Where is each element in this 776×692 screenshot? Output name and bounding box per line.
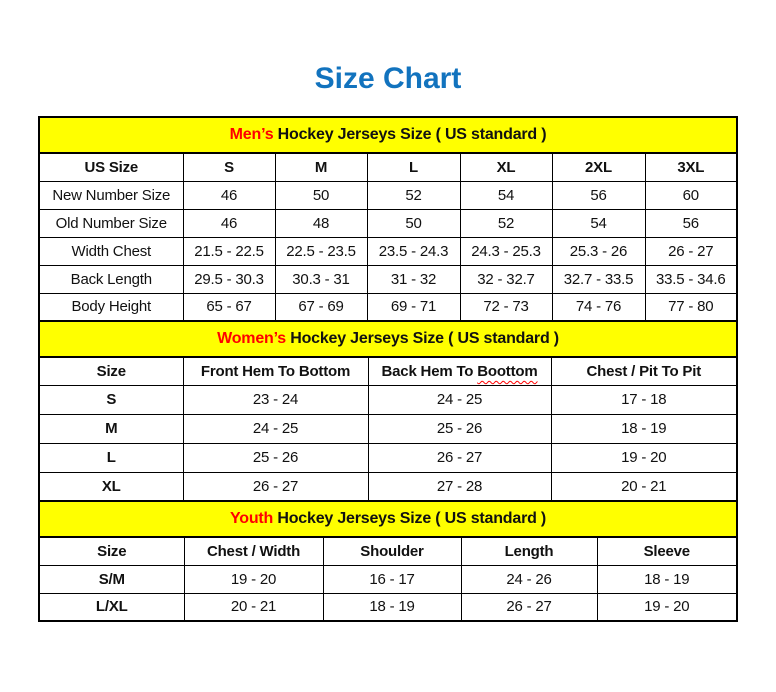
size-value: 69 - 71 <box>367 293 460 321</box>
youth-section-title <box>39 501 737 537</box>
mens-section-header-row <box>39 117 737 153</box>
size-value: 50 <box>275 181 367 209</box>
size-value: 46 <box>183 209 275 237</box>
size-value: 18 - 19 <box>323 593 461 621</box>
table-row <box>39 237 737 265</box>
size-value: 72 - 73 <box>460 293 552 321</box>
youth-column-header-row <box>39 537 737 565</box>
size-value: 22.5 - 23.5 <box>275 237 367 265</box>
column-header: Size <box>39 357 183 385</box>
size-value: 24 - 26 <box>461 565 597 593</box>
size-value: 52 <box>460 209 552 237</box>
womens-title-rest: Hockey Jerseys Size ( US standard ) <box>285 330 559 347</box>
size-value: 26 - 27 <box>368 443 551 472</box>
column-header: US Size <box>39 153 183 181</box>
size-value: 60 <box>645 181 737 209</box>
size-value: 48 <box>275 209 367 237</box>
table-row <box>39 293 737 321</box>
size-value: 19 - 20 <box>184 565 323 593</box>
column-header: Chest / Width <box>184 537 323 565</box>
size-value: 20 - 21 <box>551 472 737 501</box>
womens-size-table <box>38 320 738 502</box>
column-header: M <box>275 153 367 181</box>
youth-section-header-row <box>39 501 737 537</box>
mens-title-rest: Hockey Jerseys Size ( US standard ) <box>273 126 547 143</box>
column-header: 3XL <box>645 153 737 181</box>
size-value: 46 <box>183 181 275 209</box>
table-row <box>39 472 737 501</box>
row-label: New Number Size <box>39 181 183 209</box>
row-label: Width Chest <box>39 237 183 265</box>
size-value: 23 - 24 <box>183 385 368 414</box>
size-value: 27 - 28 <box>368 472 551 501</box>
table-row <box>39 565 737 593</box>
size-value: 21.5 - 22.5 <box>183 237 275 265</box>
table-row <box>39 265 737 293</box>
row-label: Old Number Size <box>39 209 183 237</box>
womens-column-header-row <box>39 357 737 385</box>
size-value: 24 - 25 <box>368 385 551 414</box>
spellcheck-squiggle-word: Boottom <box>477 362 538 380</box>
size-value: 52 <box>367 181 460 209</box>
column-header-misspelled: Back Hem To Boottom <box>368 357 551 385</box>
womens-section-title <box>39 321 737 357</box>
row-label: XL <box>39 472 183 501</box>
size-value: 26 - 27 <box>461 593 597 621</box>
size-value: 54 <box>552 209 645 237</box>
size-value: 25 - 26 <box>368 414 551 443</box>
size-value: 26 - 27 <box>645 237 737 265</box>
size-value: 20 - 21 <box>184 593 323 621</box>
size-value: 54 <box>460 181 552 209</box>
size-value: 77 - 80 <box>645 293 737 321</box>
size-value: 29.5 - 30.3 <box>183 265 275 293</box>
size-value: 31 - 32 <box>367 265 460 293</box>
page-title: Size Chart <box>314 62 462 95</box>
size-value: 56 <box>552 181 645 209</box>
youth-size-table <box>38 500 738 622</box>
mens-section-title <box>39 117 737 153</box>
column-header: Sleeve <box>597 537 737 565</box>
column-header: L <box>367 153 460 181</box>
size-value: 30.3 - 31 <box>275 265 367 293</box>
table-row <box>39 209 737 237</box>
size-value: 23.5 - 24.3 <box>367 237 460 265</box>
table-row <box>39 443 737 472</box>
size-value: 18 - 19 <box>597 565 737 593</box>
size-value: 67 - 69 <box>275 293 367 321</box>
youth-title-highlight: Youth <box>229 510 274 527</box>
youth-title-rest: Hockey Jerseys Size ( US standard ) <box>273 510 547 527</box>
size-value: 19 - 20 <box>597 593 737 621</box>
mens-title-highlight: Men’s <box>229 126 274 143</box>
size-value: 65 - 67 <box>183 293 275 321</box>
column-header: Shoulder <box>323 537 461 565</box>
size-chart-tables <box>38 116 736 622</box>
womens-title-highlight: Women’s <box>217 330 286 347</box>
size-value: 16 - 17 <box>323 565 461 593</box>
size-value: 74 - 76 <box>552 293 645 321</box>
column-header: 2XL <box>552 153 645 181</box>
size-value: 17 - 18 <box>551 385 737 414</box>
column-header: S <box>183 153 275 181</box>
table-row <box>39 385 737 414</box>
size-value: 25.3 - 26 <box>552 237 645 265</box>
size-value: 26 - 27 <box>183 472 368 501</box>
row-label: L/XL <box>39 593 184 621</box>
mens-size-table <box>38 116 738 322</box>
column-header: Front Hem To Bottom <box>183 357 368 385</box>
size-value: 32.7 - 33.5 <box>552 265 645 293</box>
row-label: L <box>39 443 183 472</box>
row-label: Body Height <box>39 293 183 321</box>
column-header: Length <box>461 537 597 565</box>
column-header: Size <box>39 537 184 565</box>
column-header: Chest / Pit To Pit <box>551 357 737 385</box>
size-value: 32 - 32.7 <box>460 265 552 293</box>
table-row <box>39 593 737 621</box>
size-value: 19 - 20 <box>551 443 737 472</box>
size-value: 24 - 25 <box>183 414 368 443</box>
size-value: 50 <box>367 209 460 237</box>
row-label: Back Length <box>39 265 183 293</box>
column-header: XL <box>460 153 552 181</box>
row-label: S/M <box>39 565 184 593</box>
size-value: 24.3 - 25.3 <box>460 237 552 265</box>
womens-section-header-row <box>39 321 737 357</box>
table-row <box>39 181 737 209</box>
size-value: 33.5 - 34.6 <box>645 265 737 293</box>
row-label: S <box>39 385 183 414</box>
mens-column-header-row <box>39 153 737 181</box>
size-value: 18 - 19 <box>551 414 737 443</box>
table-row <box>39 414 737 443</box>
size-value: 56 <box>645 209 737 237</box>
size-value: 25 - 26 <box>183 443 368 472</box>
row-label: M <box>39 414 183 443</box>
